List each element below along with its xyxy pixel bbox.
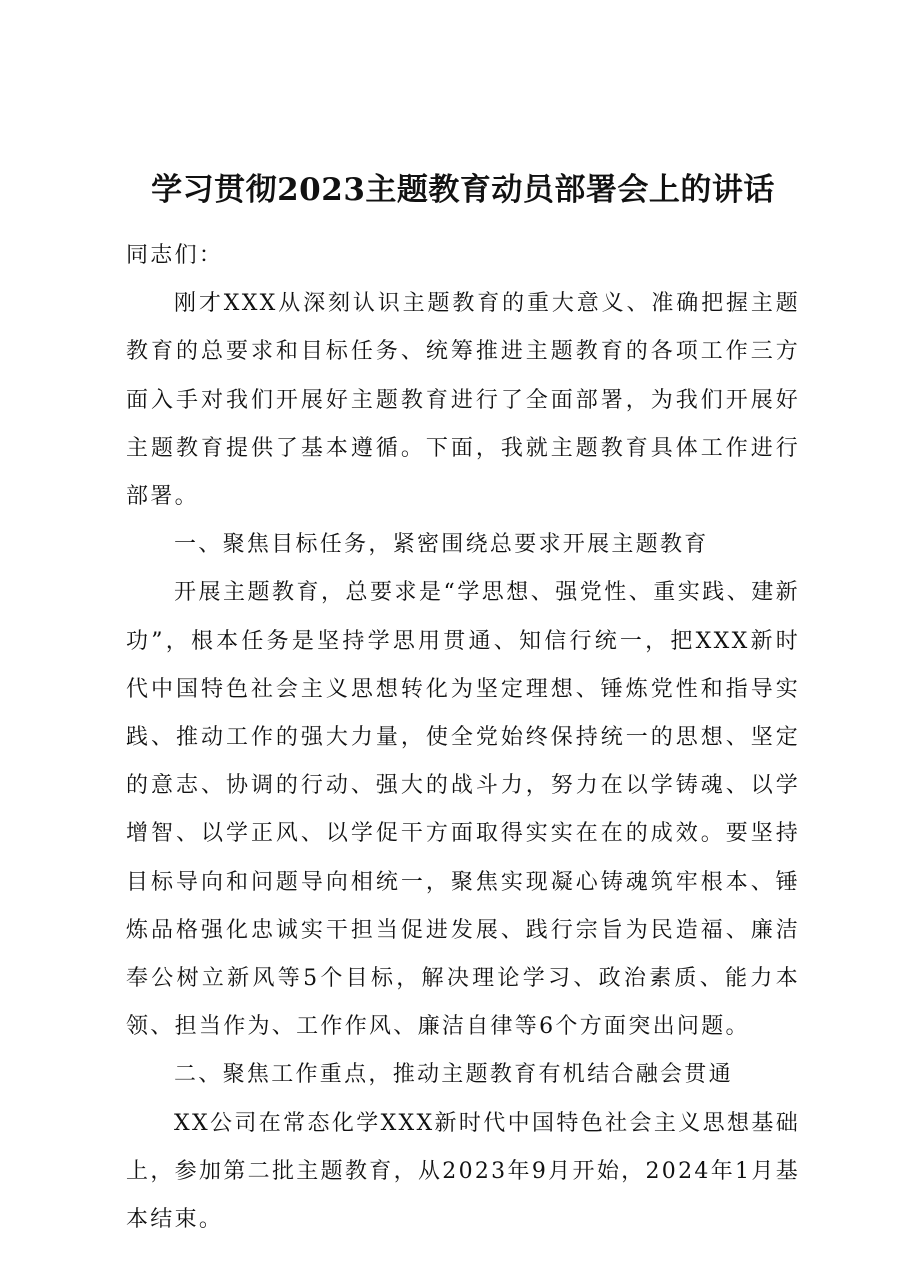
- document-body: [126, 232, 800, 1244]
- paragraph-section-1: 开展主题教育，总要求是“学思想、强党性、重实践、建新功”，根本任务是坚持学思用贯通、知信行统一，把XXX新时代中国特色社会主义思想转化为坚定理想、锤炼党性和指导实践、推动工作的强大力量，使全党始终保持统一的思想、坚定的意志、协调的行动、强大的战斗力，努力在以学铸魂、以学增智、以学正风、以学促干方面取得实实在在的成效。要坚持目标导向和问题导向相统一，聚焦实现凝心铸魂筑牢根本、锤炼品格强化忠诚实干担当促进发展、践行宗旨为民造福、廉洁奉公树立新风等5个目标，解决理论学习、政治素质、能力本领、担当作为、工作作风、廉洁自律等6个方面突出问题。: [126, 580, 800, 1040]
- section-heading-2: 二、聚焦工作重点，推动主题教育有机结合融会贯通: [174, 1062, 733, 1088]
- paragraph-section-2: XX公司在常态化学XXX新时代中国特色社会主义思想基础上，参加第二批主题教育，从2023年9月开始，2024年1月基本结束。: [126, 1110, 800, 1233]
- paragraph-intro: 刚才XXX从深刻认识主题教育的重大意义、准确把握主题教育的总要求和目标任务、统筹推进主题教育的各项工作三方面入手对我们开展好主题教育进行了全面部署，为我们开展好主题教育提供了基本遵循。下面，我就主题教育具体工作进行部署。: [126, 291, 800, 510]
- document-page: [126, 170, 800, 1244]
- salutation: 同志们：: [126, 243, 224, 268]
- section-heading-1: 一、聚焦目标任务，紧密围绕总要求开展主题教育: [174, 532, 709, 558]
- document-title: 学习贯彻2023主题教育动员部署会上的讲话: [151, 172, 775, 208]
